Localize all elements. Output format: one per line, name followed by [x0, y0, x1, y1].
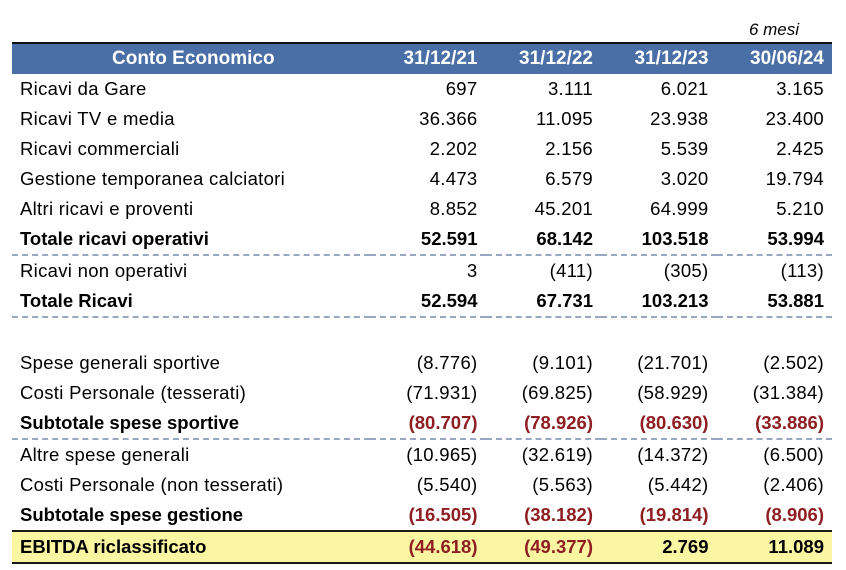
row-value: 52.594	[370, 286, 486, 317]
row-value: 11.095	[535, 108, 593, 129]
column-header-2023: 31/12/23	[601, 43, 717, 74]
table-row	[12, 439, 832, 470]
row-value: 6.579	[545, 168, 593, 189]
row-value: 53.994	[717, 224, 833, 255]
row-value: (80.630)	[601, 408, 717, 439]
row-label: Ricavi da Gare	[20, 78, 147, 99]
row-value: 52.591	[370, 224, 486, 255]
row-value: (19.814)	[639, 504, 709, 525]
row-value: 64.999	[650, 198, 709, 219]
row-value: (5.563)	[532, 474, 593, 495]
row-value: (10.965)	[406, 444, 478, 465]
spacer-cell	[12, 317, 832, 348]
row-value: (6.500)	[763, 444, 824, 465]
row-value: (33.886)	[717, 408, 833, 439]
row-value: 19.794	[765, 168, 824, 189]
table-row	[12, 194, 832, 224]
row-value: 4.473	[429, 168, 478, 189]
table-row	[12, 348, 832, 378]
row-value: (2.502)	[763, 352, 824, 373]
row-value: 2.156	[545, 138, 593, 159]
row-value: (38.182)	[524, 504, 593, 525]
row-value: (8.776)	[416, 352, 478, 373]
row-label: Totale Ricavi	[12, 286, 370, 317]
row-value: 2.425	[776, 138, 824, 159]
row-value: 697	[445, 78, 478, 99]
row-label: Subtotale spese gestione	[20, 504, 244, 525]
row-value: (44.618)	[370, 531, 486, 563]
row-value: 23.400	[765, 108, 824, 129]
row-value: (9.101)	[532, 352, 593, 373]
row-value: 8.852	[429, 198, 478, 219]
table-row	[12, 164, 832, 194]
table-row	[12, 255, 832, 286]
row-value: 5.210	[776, 198, 824, 219]
row-value: 3.111	[547, 78, 593, 99]
row-label: Costi Personale (tesserati)	[20, 382, 247, 403]
total-row	[12, 286, 832, 317]
row-value: (305)	[663, 260, 709, 281]
row-value: 36.366	[419, 108, 478, 129]
table-header-row	[12, 43, 832, 74]
row-value: (32.619)	[521, 444, 593, 465]
table-row	[12, 470, 832, 500]
row-label: Ricavi TV e media	[20, 108, 175, 129]
column-header-2022: 31/12/22	[486, 43, 602, 74]
row-value: 103.213	[601, 286, 717, 317]
row-value: (80.707)	[370, 408, 486, 439]
row-value: (21.701)	[637, 352, 709, 373]
row-value: 3.020	[660, 168, 709, 189]
row-value: (78.926)	[486, 408, 602, 439]
row-value: (8.906)	[765, 504, 824, 525]
row-value: 3.165	[776, 78, 824, 99]
row-value: 67.731	[486, 286, 602, 317]
row-label: Totale ricavi operativi	[12, 224, 370, 255]
total-row	[12, 224, 832, 255]
row-value: (49.377)	[486, 531, 602, 563]
row-value: 2.769	[601, 531, 717, 563]
table-row	[12, 378, 832, 408]
row-label: Spese generali sportive	[20, 352, 221, 373]
row-value: (113)	[780, 260, 824, 281]
row-value: (2.406)	[763, 474, 824, 495]
row-value: 3	[466, 260, 478, 281]
row-value: 103.518	[601, 224, 717, 255]
row-value: 2.202	[429, 138, 478, 159]
row-label: Ricavi commerciali	[20, 138, 180, 159]
period-note: 6 mesi	[748, 20, 800, 39]
row-value: (14.372)	[637, 444, 709, 465]
row-value: 6.021	[660, 78, 709, 99]
row-value: (411)	[549, 260, 593, 281]
spacer-row	[12, 317, 832, 348]
row-value: 23.938	[650, 108, 709, 129]
row-label: Ricavi non operativi	[20, 260, 188, 281]
row-value: (31.384)	[752, 382, 824, 403]
column-header-2024h1: 30/06/24	[717, 43, 833, 74]
row-value: (16.505)	[408, 504, 478, 525]
column-header-title: Conto Economico	[12, 43, 370, 74]
column-header-2021: 31/12/21	[370, 43, 486, 74]
row-value: 68.142	[486, 224, 602, 255]
row-label: Gestione temporanea calciatori	[20, 168, 286, 189]
row-value: (69.825)	[521, 382, 593, 403]
table-row	[12, 134, 832, 164]
row-value: (71.931)	[406, 382, 478, 403]
row-value: (5.540)	[416, 474, 478, 495]
table-row	[12, 104, 832, 134]
subtotal-row	[12, 408, 832, 439]
subtotal-row	[12, 500, 832, 531]
row-label: Costi Personale (non tesserati)	[20, 474, 284, 495]
row-label: Altre spese generali	[20, 444, 190, 465]
row-value: (58.929)	[637, 382, 709, 403]
ebitda-row	[12, 531, 832, 563]
row-value: (5.442)	[647, 474, 709, 495]
table-row	[12, 74, 832, 104]
row-value: 45.201	[534, 198, 593, 219]
row-value: 53.881	[717, 286, 833, 317]
row-label: EBITDA riclassificato	[12, 531, 370, 563]
row-label: Altri ricavi e proventi	[20, 198, 194, 219]
row-value: 11.089	[717, 531, 833, 563]
row-label: Subtotale spese sportive	[12, 408, 370, 439]
income-statement-table	[12, 42, 832, 564]
row-value: 5.539	[660, 138, 709, 159]
